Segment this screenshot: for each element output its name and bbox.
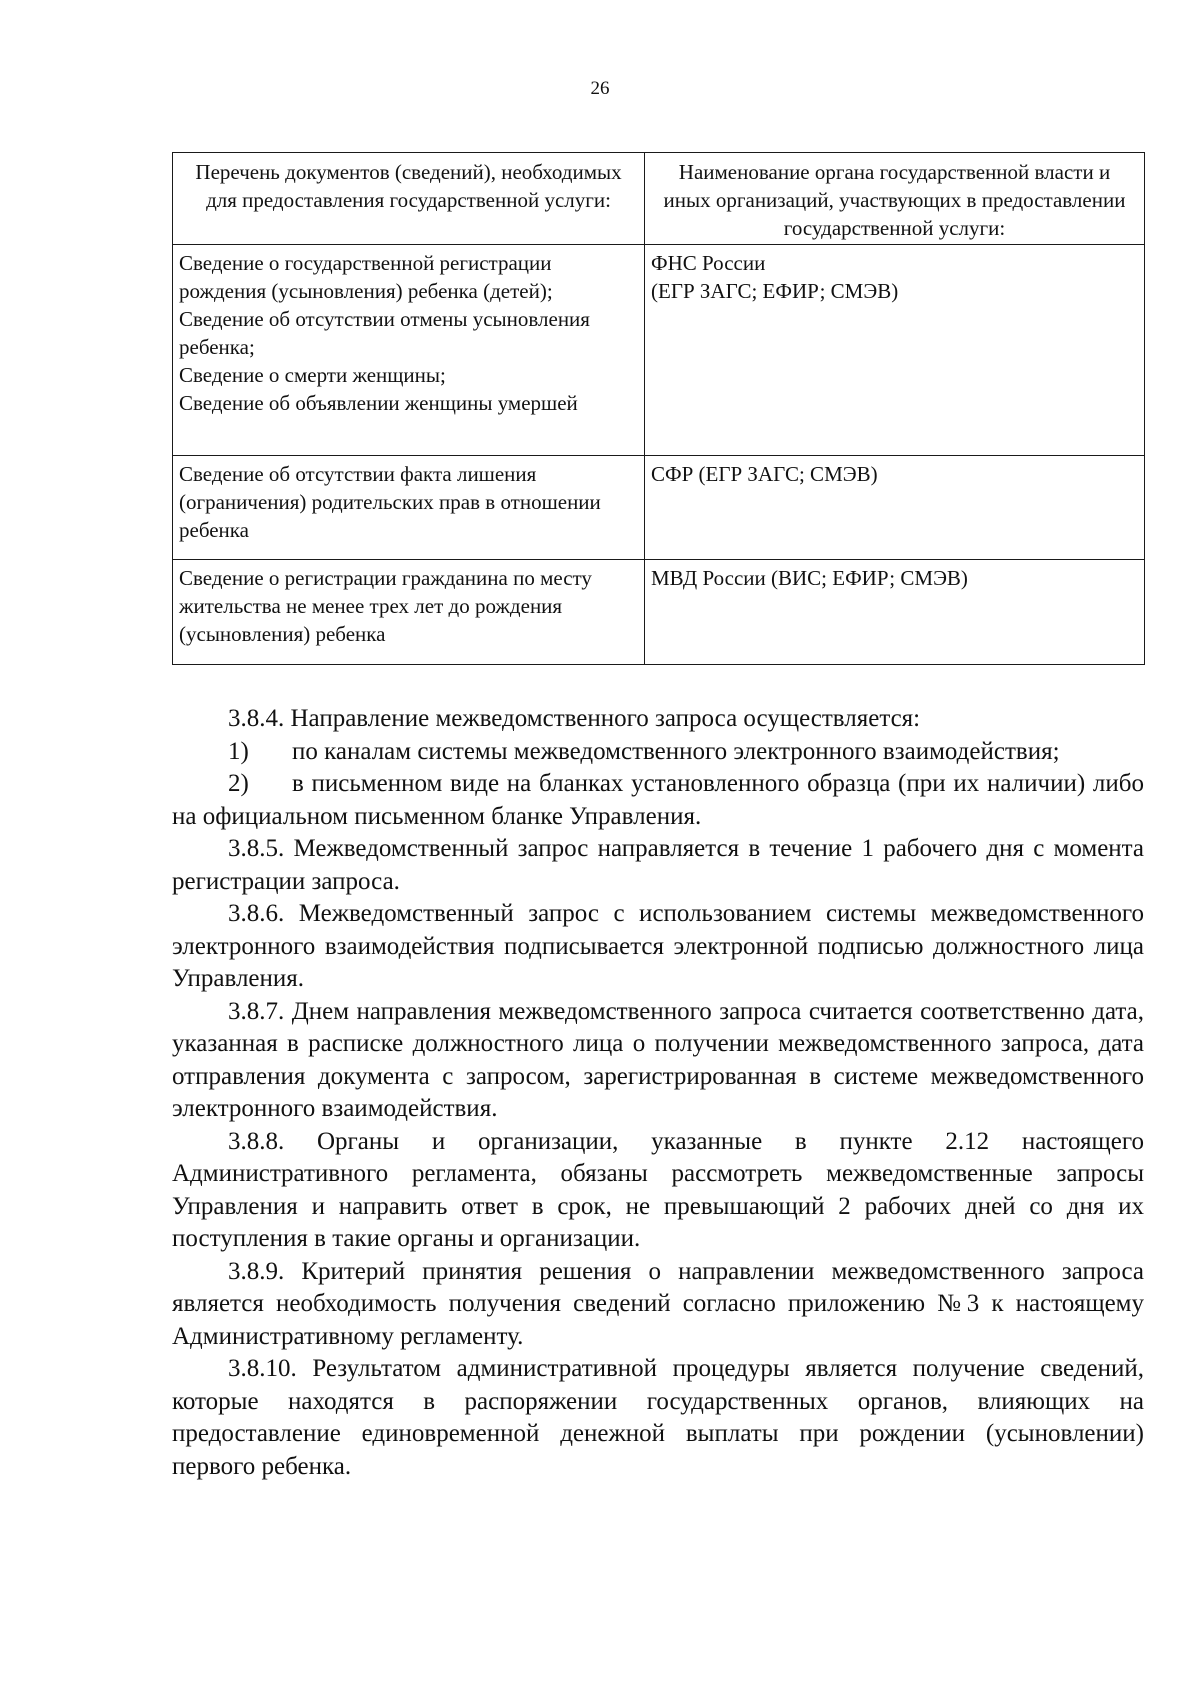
documents-cell [173, 456, 645, 560]
document-item: Сведение о регистрации гражданина по месту жительства не менее трех лет до рождения (усыновления) ребенка [179, 566, 592, 646]
paragraph-3-8-9: 3.8.9. Критерий принятия решения о направлении межведомственного запроса является необходимость получения сведений согласно приложению №3 к настоящему Административному регламенту. [172, 1257, 1144, 1350]
authority-cell [645, 245, 1145, 456]
authority-name: СФР (ЕГР ЗАГС; СМЭВ) [651, 462, 878, 486]
document-item: Сведение об отсутствии факта лишения (ограничения) родительских прав в отношении ребенка [179, 462, 601, 542]
table-row [173, 456, 1145, 560]
list-item-1 [172, 736, 1144, 769]
list-text: в письменном виде на бланках установленного образца (при их наличии) либо на официальном письменном бланке Управления. [172, 770, 1144, 830]
table-row [173, 245, 1145, 456]
body-text [172, 703, 1144, 1483]
paragraph-3-8-10: 3.8.10. Результатом административной процедуры является получение сведений, которые находятся в распоряжении государственных органов, влияющих на предоставление единовременной денежной выплаты при рождении (усыновлении) первого ребенка. [172, 1355, 1144, 1480]
header-documents: Перечень документов (сведений), необходимых для предоставления государственной услуги: [173, 153, 645, 245]
list-text: по каналам системы межведомственного электронного взаимодействия; [292, 737, 1060, 765]
documents-table [172, 152, 1145, 665]
authority-name: ФНС России [651, 251, 766, 275]
paragraph-3-8-7: 3.8.7. Днем направления межведомственного запроса считается соответственно дата, указанная в расписке должностного лица о получении межведомственного запроса, дата отправления документа с запросом, зарегистрированная в системе межведомственного электронного взаимодействия. [172, 997, 1144, 1122]
paragraph-3-8-5: 3.8.5. Межведомственный запрос направляется в течение 1 рабочего дня с момента регистрации запроса. [172, 835, 1144, 895]
paragraph-3-8-8: 3.8.8. Органы и организации, указанные в пункте 2.12 настоящего Административного регламента, обязаны рассмотреть межведомственные запросы Управления и направить ответ в срок, не превышающий 2 рабочих дней со дня их поступления в такие органы и организации. [172, 1127, 1144, 1252]
document-item: Сведение об отсутствии отмены усыновления ребенка; [179, 307, 590, 359]
documents-cell [173, 245, 645, 456]
authority-cell [645, 560, 1145, 665]
documents-cell [173, 560, 645, 665]
list-number: 2) [228, 770, 249, 797]
header-authority: Наименование органа государственной власти и иных организаций, участвующих в предоставлении государственной услуги: [645, 153, 1145, 245]
authority-cell [645, 456, 1145, 560]
paragraph-3-8-4: 3.8.4. Направление межведомственного запроса осуществляется: [228, 705, 921, 732]
document-item: Сведение о смерти женщины; [179, 363, 446, 387]
authority-systems: (ЕГР ЗАГС; ЕФИР; СМЭВ) [651, 279, 899, 303]
page-number: 26 [590, 78, 610, 99]
table-header-row [173, 153, 1145, 245]
list-number: 1) [228, 737, 249, 765]
document-item: Сведение об объявлении женщины умершей [179, 391, 578, 415]
document-item: Сведение о государственной регистрации рождения (усыновления) ребенка (детей); [179, 251, 553, 303]
paragraph-3-8-6: 3.8.6. Межведомственный запрос с использованием системы межведомственного электронного взаимодействия подписывается электронной подписью должностного лица Управления. [172, 900, 1144, 992]
table-row [173, 560, 1145, 665]
list-item-2 [172, 768, 1144, 833]
authority-name: МВД России (ВИС; ЕФИР; СМЭВ) [651, 566, 968, 590]
